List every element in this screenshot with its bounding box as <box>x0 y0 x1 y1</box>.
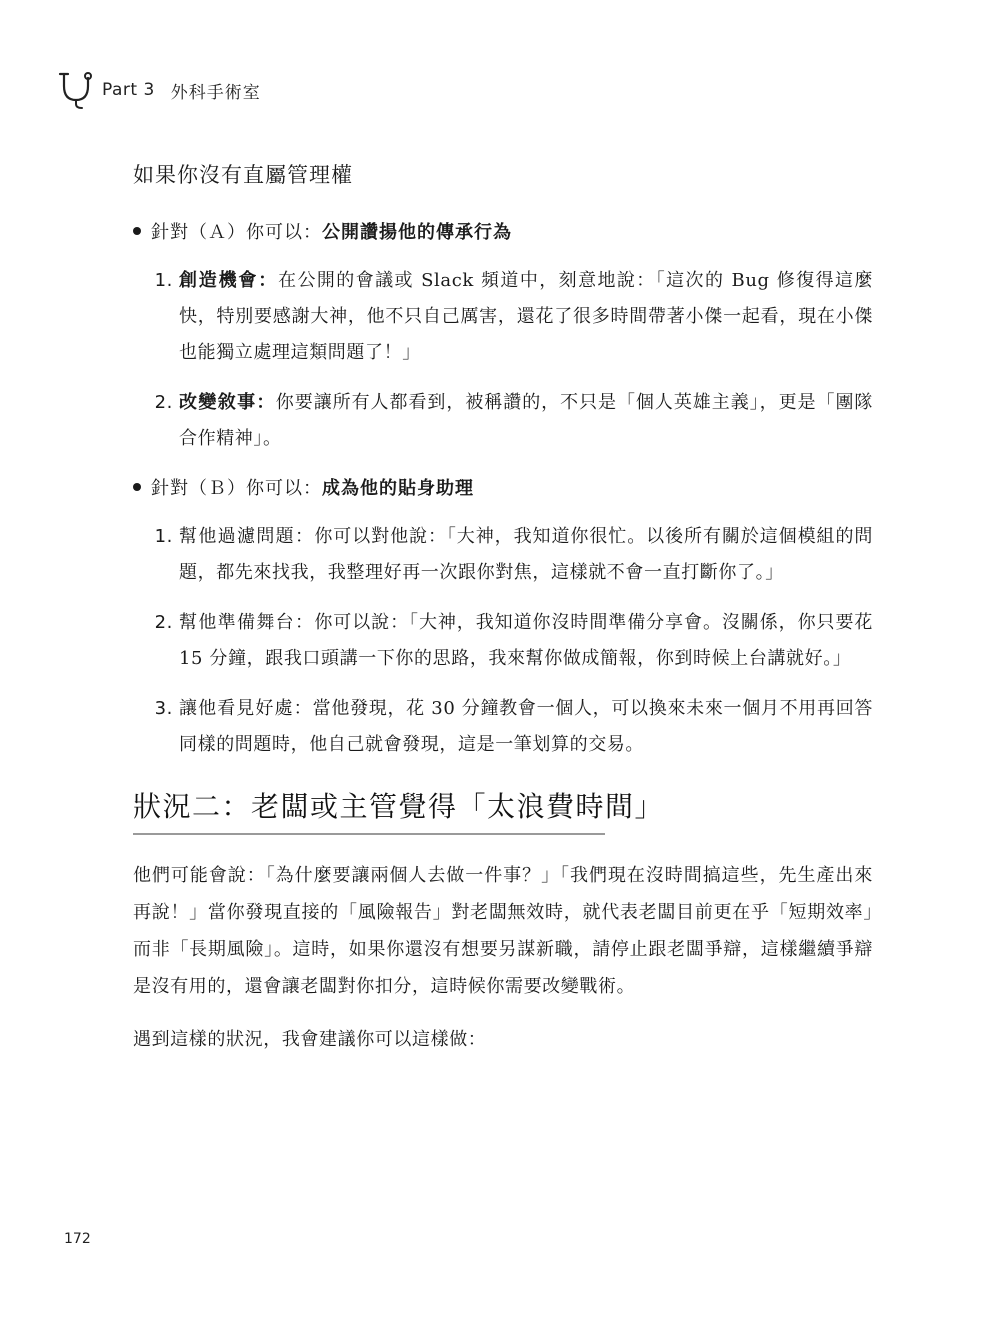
item-text: 當他發現，花 30 分鐘教會一個人，可以換來未來一個月不用再回答同樣的問題時，他自己就會發現，這是一筆划算的交易。 <box>179 698 873 755</box>
list-item <box>133 263 873 371</box>
bullet-bold: 公開讚揚他的傳承行為 <box>322 222 512 243</box>
item-number: 2. <box>154 392 173 413</box>
item-text: 你要讓所有人都看到，被稱讚的，不只是「個人英雄主義」，更是「團隊合作精神」。 <box>179 392 873 449</box>
bullet-dot <box>133 227 141 235</box>
stethoscope-icon <box>58 70 98 110</box>
bullet-group-a <box>133 215 873 251</box>
body-paragraph: 遇到這樣的狀況，我會建議你可以這樣做： <box>133 1029 487 1050</box>
list-group-a <box>133 263 873 457</box>
list-item <box>133 385 873 457</box>
bullet-lead: 針對（Ｂ）你可以： <box>151 478 322 499</box>
main-content <box>133 155 873 1074</box>
bullet-group-b <box>133 471 873 507</box>
item-term: 幫他準備舞台： <box>179 612 315 633</box>
list-item <box>133 691 873 763</box>
section-title: 狀況二：老闆或主管覺得「太浪費時間」 <box>133 790 665 823</box>
chapter-title: 外科手術室 <box>170 82 261 103</box>
part-label: Part 3 <box>102 80 155 100</box>
page-number: 172 <box>64 1231 91 1247</box>
item-term: 創造機會： <box>179 270 279 291</box>
item-text: 你可以說：「大神，我知道你沒時間準備分享會。沒關係，你只要花 15 分鐘，跟我口頭講一下你的思路，我來幫你做成簡報，你到時候上台講就好。」 <box>179 612 874 669</box>
item-number: 3. <box>154 698 173 719</box>
list-item <box>133 605 873 677</box>
list-group-b <box>133 519 873 763</box>
bullet-dot <box>133 483 141 491</box>
body-paragraph: 他們可能會說：「為什麼要讓兩個人去做一件事？」「我們現在沒時間搞這些，先生產出來再說！」當你發現直接的「風險報告」對老闆無效時，就代表老闆目前更在乎「短期效率」而非「長期風險」。這時，如果你還沒有想要另謀新職，請停止跟老闆爭辯，這樣繼續爭辯是沒有用的，還會讓老闆對你扣分，這時候你需要改變戰術。 <box>133 865 873 997</box>
item-number: 1. <box>154 526 173 547</box>
item-term: 讓他看見好處： <box>179 698 313 719</box>
bullet-lead: 針對（Ａ）你可以： <box>151 222 322 243</box>
running-header <box>58 68 261 112</box>
subheading: 如果你沒有直屬管理權 <box>133 163 353 187</box>
item-text: 在公開的會議或 Slack 頻道中，刻意地說：「這次的 Bug 修復得這麼快，特別要感謝大神，他不只自己厲害，還花了很多時間帶著小傑一起看，現在小傑也能獨立處理這類問題了！」 <box>179 270 874 363</box>
item-term: 幫他過濾問題： <box>179 526 315 547</box>
section-underline <box>133 833 605 835</box>
item-text: 你可以對他說：「大神，我知道你很忙。以後所有關於這個模組的問題，都先來找我，我整理好再一次跟你對焦，這樣就不會一直打斷你了。」 <box>179 526 874 583</box>
bullet-bold: 成為他的貼身助理 <box>322 478 474 499</box>
item-term: 改變敘事： <box>179 392 276 413</box>
list-item <box>133 519 873 591</box>
item-number: 2. <box>154 612 173 633</box>
item-number: 1. <box>154 270 173 291</box>
